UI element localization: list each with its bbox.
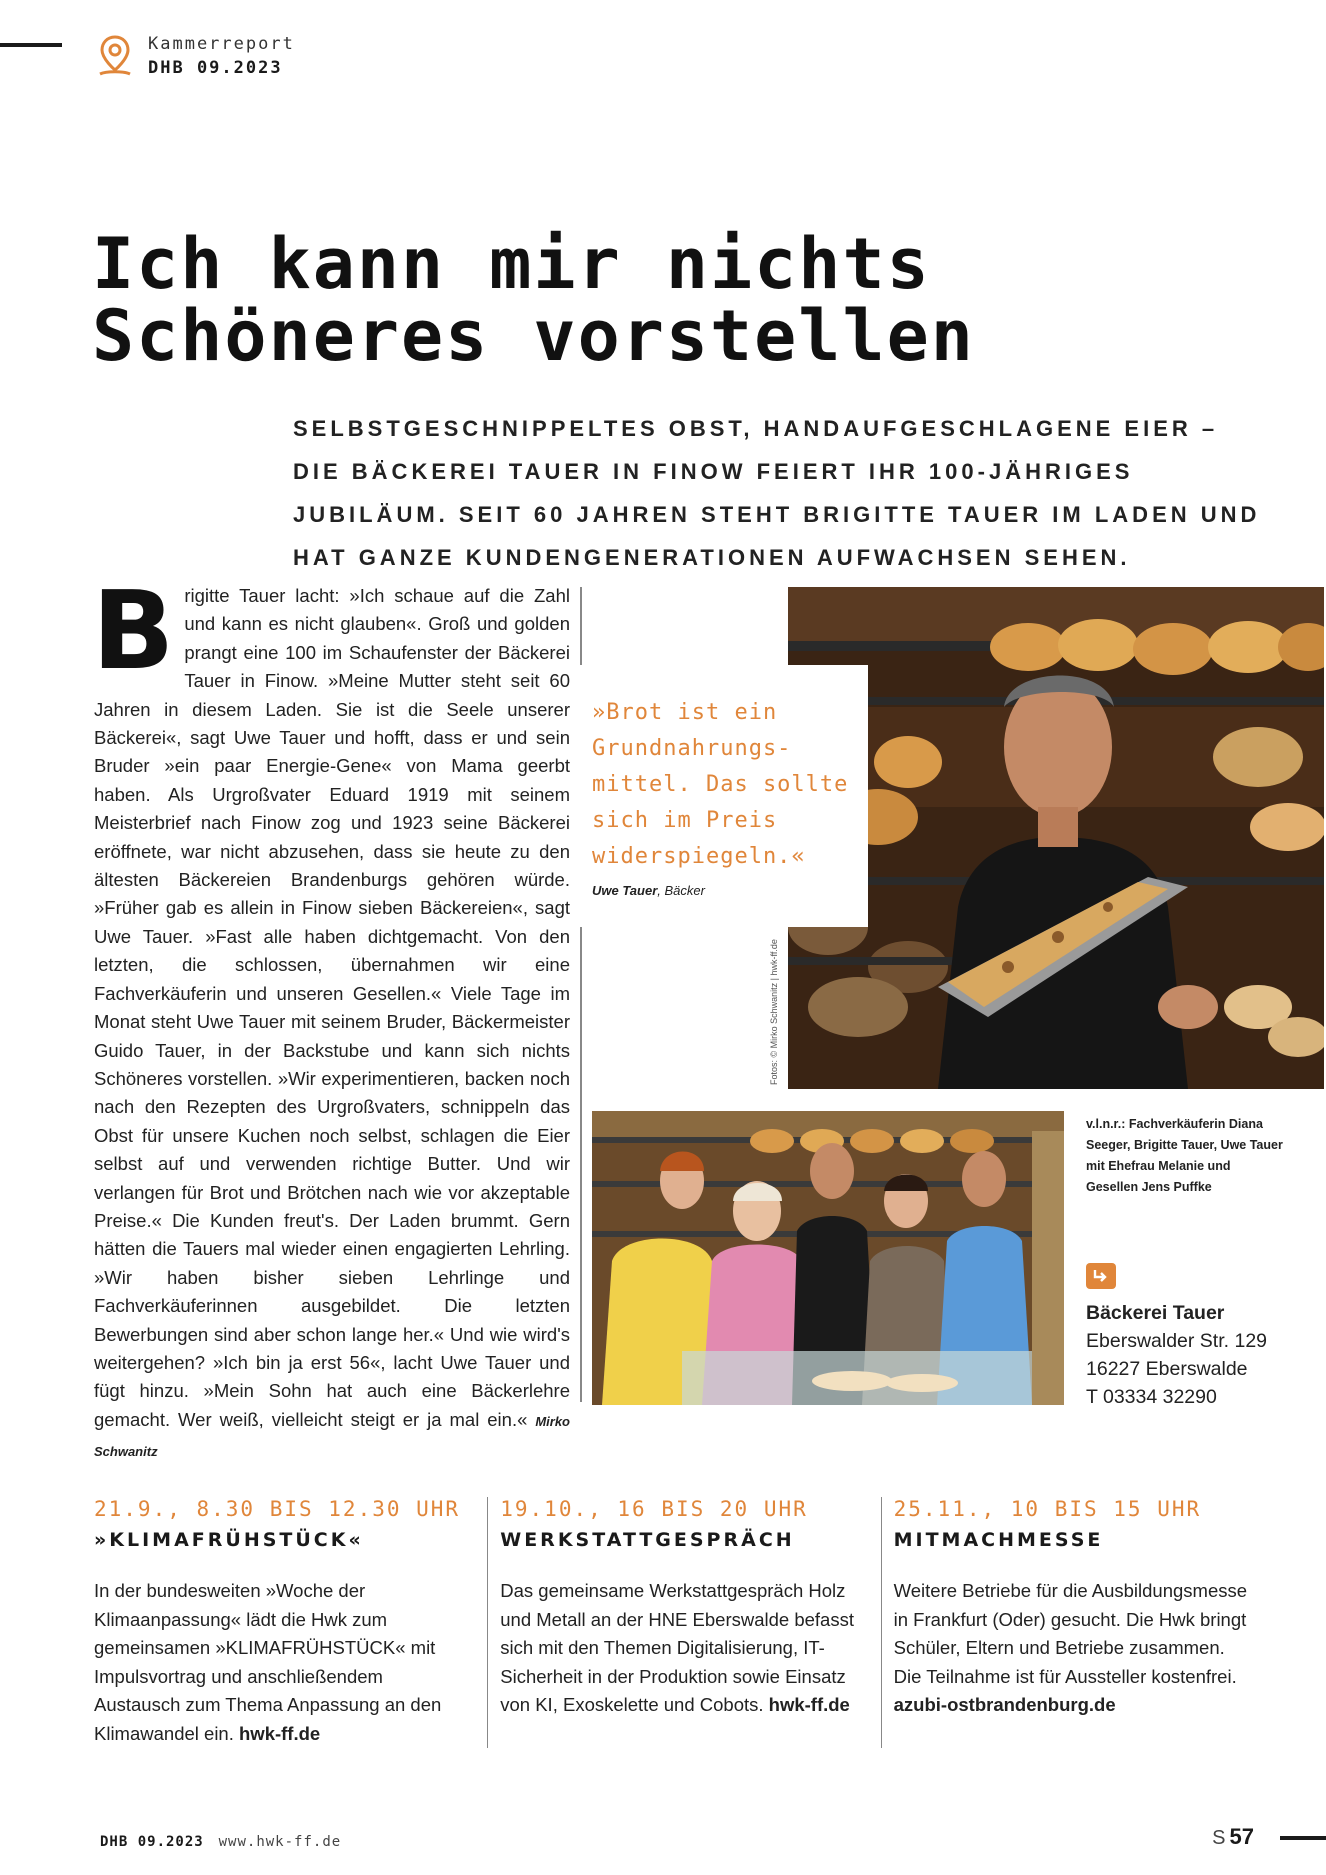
headline [92,223,1242,377]
event-text: In der bundesweiten »Woche der Klimaanpassung« lädt die Hwk zum gemeinsamen »KLIMAFRÜHSTÜCK« mit Impulsvortrag und anschließendem Austausch zum Thema Anpassung an den Klimawandel ein. [94,1580,442,1744]
events-row [94,1497,1274,1748]
headline-line-1: Ich kann mir nichts [92,223,931,305]
footer-left [100,1833,341,1850]
event-title: MITMACHMESSE [893,1529,1104,1551]
event-link[interactable]: hwk-ff.de [239,1722,321,1744]
address-city: 16227 Eberswalde [1086,1358,1248,1380]
photo-baker-with-tray [788,587,1324,1089]
event-body [500,1577,860,1720]
event-item [487,1497,880,1748]
footer-url[interactable]: www.hwk-ff.de [218,1834,342,1850]
top-rule [0,43,62,47]
address-street: Eberswalder Str. 129 [1086,1330,1268,1352]
event-date: 19.10., 16 BIS 20 UHR [500,1497,808,1521]
event-text: Das gemeinsame Werkstattgespräch Holz und Metall an der HNE Eberswalde befasst sich mit den Themen Digitalisierung, IT-Sicherheit in der Produktion sowie Einsatz von KI, Exoskelette und Cobots. [500,1580,854,1715]
article-body [92,569,570,1467]
lead-paragraph: SELBSTGESCHNIPPELTES OBST, HANDAUFGESCHLAGENE EIER – DIE BÄCKEREI TAUER IN FINOW FEIERT IHR 100-JÄHRIGES JUBILÄUM. SEIT 60 JAHREN STEHT BRIGITTE TAUER IM LADEN UND HAT GANZE KUNDENGENERATIONEN AUFWACHSEN SEHEN. [293,416,1261,570]
location-pin-icon [96,34,134,78]
bottom-rule [1280,1836,1326,1840]
event-item [881,1497,1274,1748]
section-kicker: Kammerreport [148,34,295,54]
quote-name: Uwe Tauer [592,883,658,898]
event-body [894,1577,1254,1720]
dropcap: B [92,569,175,694]
address-phone: T 03334 32290 [1086,1386,1217,1408]
quote-text: »Brot ist ein Grundnahrungs-mittel. Das sollte sich im Preis widerspiegeln.« [592,700,849,869]
event-item [94,1497,487,1748]
headline-line-2: Schöneres vorstellen [92,295,975,377]
page-prefix: S [1212,1827,1226,1849]
photo-caption: v.l.n.r.: Fachverkäuferin Diana Seeger, Brigitte Tauer, Uwe Tauer mit Ehefrau Melanie und Gesellen Jens Puffke [1086,1117,1283,1194]
event-link[interactable]: azubi-ostbrandenburg.de [893,1694,1116,1715]
page-number [1212,1824,1254,1850]
article-text: rigitte Tauer lacht: »Ich schaue auf die Zahl und kann es nicht glauben«. Groß und golden prangt eine 100 im Schaufenster der Bäckerei Tauer in Finow. »Meine Mutter steht seit 60 Jahren in diesem Laden. Sie ist die Seele unserer Bäckerei«, sagt Uwe Tauer und hofft, dass er und sein Bruder »ein paar Energie-Gene« von Mama geerbt haben. Als Urgroßvater Eduard 1919 mit seinem Meisterbrief nach Finow zog und 1923 seine Bäckerei eröffnete, war nicht abzusehen, dass sie heute zu den ältesten Bäckereien Brandenburgs gehören würde. »Früher gab es allein in Finow sieben Bäckereien«, sagt Uwe Tauer. »Fast alle haben dichtgemacht. Von den letzten, die schlossen, übernahmen wir eine Fachverkäuferin und unseren Gesellen.« Viele Tage im Monat steht Uwe Tauer mit seinem Bruder, Bäckermeister Guido Tauer, in der Backstube und kann sich nichts Schöneres vorstellen. »Wir experimentieren, backen noch nach den Rezepten des Urgroßvaters, schnippeln das Obst für unsere Kuchen noch selbst, schlagen die Eier selbst auf und verwenden richtige Butter. Und wir verlangen für Brot und Brötchen nach wie vor akzeptable Preise.« Die Kunden freut's. Der Laden brummt. Gern hätten die Tauers mal wieder einen engagierten Lehrling. »Wir haben bisher sieben Lehrlinge und Fachverkäuferinnen ausgebildet. Die letzten Bewerbungen sind aber schon lange her.« Und wie wird's weitergehen? »Ich bin ja erst 56«, lacht Uwe Tauer und fügt hinzu. »Mein Sohn hat auch eine Bäckerlehre gemacht. Wer weiß, vielleicht steigt er ja mal ein.« [94,585,570,1430]
pull-quote [580,665,868,927]
quote-attribution [592,883,868,898]
event-body [94,1577,467,1748]
event-link[interactable]: hwk-ff.de [768,1694,850,1715]
event-date: 21.9., 8.30 BIS 12.30 UHR [94,1497,461,1521]
photo-team [592,1111,1064,1405]
photo-credit: Fotos: © Mirko Schwanitz | hwk-ff.de [769,939,779,1085]
event-text: Weitere Betriebe für die Ausbildungsmesse in Frankfurt (Oder) gesucht. Die Hwk bringt Schüler, Eltern und Betriebe zusammen. Die Teilnahme ist für Aussteller kostenfrei. [893,1580,1248,1687]
page-number-value: 57 [1229,1824,1254,1849]
section-header [96,34,295,78]
address-name: Bäckerei Tauer [1086,1302,1225,1324]
event-title: WERKSTATTGESPRÄCH [500,1529,795,1551]
quote-role: , Bäcker [657,883,705,898]
event-date: 25.11., 10 BIS 15 UHR [893,1497,1202,1521]
article-author: Mirko Schwanitz [94,1413,570,1460]
issue-label: DHB 09.2023 [148,58,283,78]
address-block [1086,1263,1326,1411]
event-title: »KLIMAFRÜHSTÜCK« [94,1529,364,1551]
arrow-turn-icon [1086,1263,1116,1289]
footer-issue: DHB 09.2023 [100,1834,204,1850]
